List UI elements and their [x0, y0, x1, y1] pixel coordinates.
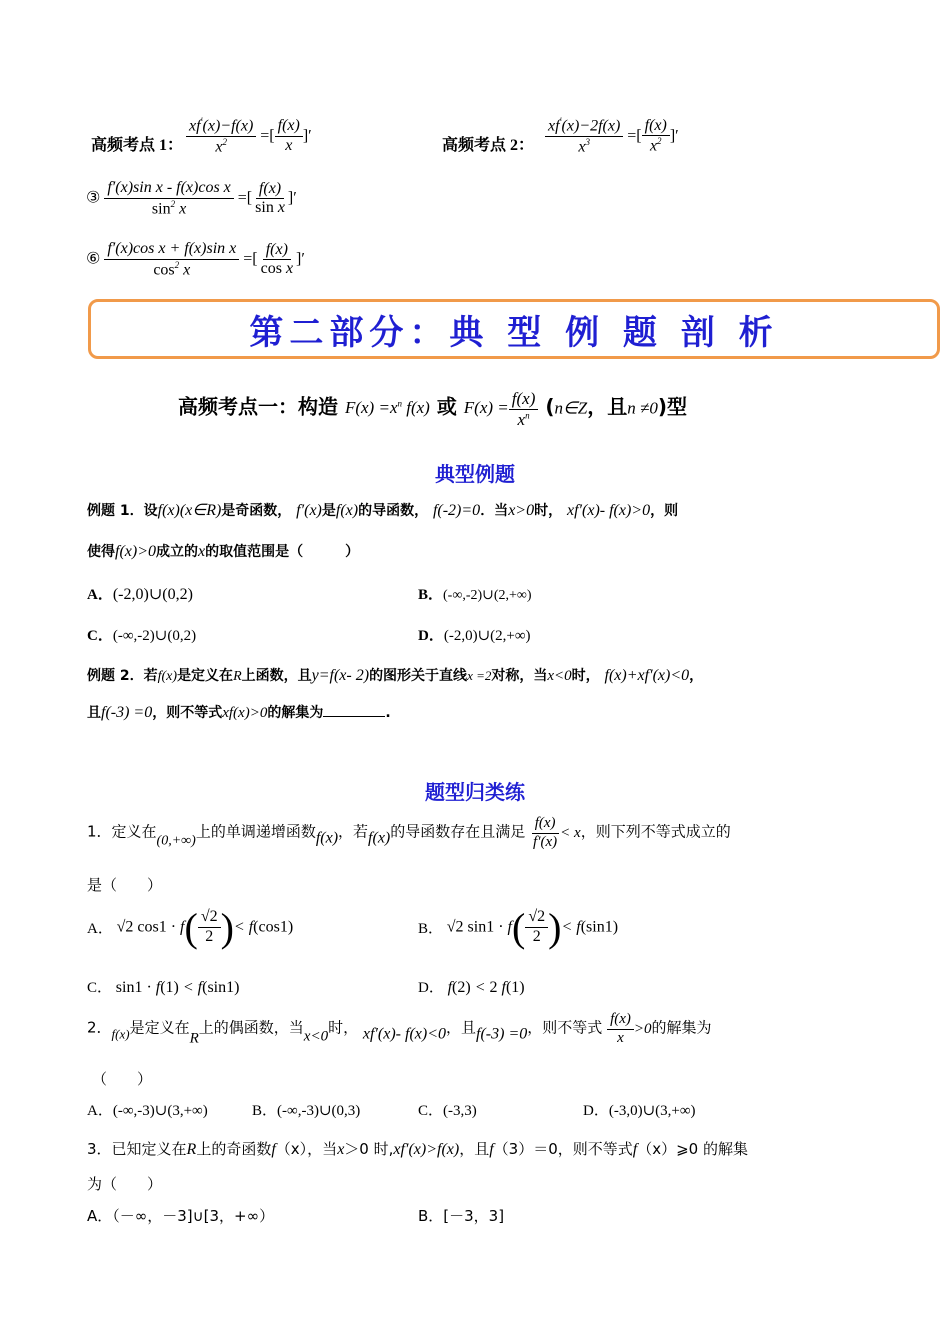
- opt-label: C．: [418, 1103, 444, 1119]
- p1-t0: 1．定义在: [87, 822, 157, 841]
- ex1-t6: ，则: [650, 503, 679, 519]
- ex2-t3: 的图形关于直线: [369, 668, 468, 684]
- banner-title: 第二部分：典 型 例 题 剖 析: [249, 312, 779, 353]
- heading-open: (: [545, 394, 555, 419]
- p1-option-a[interactable]: A． √2 cos1 · f( $\frac{√2}{2}$ )< f(cos1): [87, 905, 294, 950]
- formula-key-point-1: $\frac{xf'(x)-f(x)}{x^2}$ =[ $\frac{f(x)}{x}$ ]′: [186, 117, 312, 156]
- practice-2-line-1: 2．f(x)是定义在R上的偶函数，当x<0时， xf′(x)- f(x)<0，且f(-3) =0，则不等式 $\frac{f(x)}{x}$ >0的解集为: [87, 1011, 712, 1047]
- opt-label: D．: [418, 628, 444, 644]
- opt-label: C．: [87, 628, 113, 644]
- p2-option-b[interactable]: [252, 1099, 360, 1120]
- ex1-t1: 是奇函数，: [221, 503, 292, 519]
- ex2-l2-mid: ，则不等式: [152, 705, 223, 721]
- p3-f: （3）＝0，则不等式: [493, 1140, 633, 1158]
- p2-t5: ，则不等式: [527, 1018, 603, 1037]
- p2-t2: 上的偶函数，当: [198, 1018, 304, 1037]
- ex1-t2: 是: [321, 503, 336, 519]
- example-1-line-1: 例题 1．设f(x)(x∈R)是奇函数， f′(x)是f(x)的导函数， f(-2)=0．当x>0时， xf′(x)- f(x)>0，则: [87, 502, 679, 519]
- ex1-option-c[interactable]: [87, 624, 196, 645]
- example-2-line-1: 例题 2．若f(x)是定义在R上函数，且y=f(x- 2)的图形关于直线x =2对称，当x<0时， f(x)+xf′(x)<0，: [87, 667, 704, 684]
- p2-t0: 2．: [87, 1018, 112, 1037]
- heading-pre: 高频考点一：构造: [178, 394, 338, 419]
- p3-e: ，且: [459, 1140, 490, 1158]
- example-1-line-2: 使得f(x)>0成立的x的取值范围是（ ）: [87, 543, 360, 560]
- p2-t4: ，且: [446, 1018, 477, 1037]
- opt-label: C．: [87, 980, 113, 996]
- ex1-l2-post: 的取值范围是（ ）: [205, 544, 360, 560]
- p1-option-c[interactable]: C． sin1 · f(1) < f(sin1): [87, 979, 240, 996]
- answer-blank: [323, 702, 385, 717]
- opt-label: B．: [252, 1103, 278, 1119]
- key-point-1-label: 高频考点 1：: [91, 137, 184, 154]
- p1-t1: 上的单调递增函数: [195, 822, 316, 841]
- p1-t2: ，若: [338, 822, 369, 841]
- p3-g: （x）⩾0 的解集: [637, 1140, 748, 1158]
- p2-option-d[interactable]: [583, 1099, 696, 1120]
- heading-or: 或: [436, 394, 457, 419]
- formula-6: ⑥ $\frac{\text{f′(x)cos x + f(x)sin x}}{\cos^2 x}$ =[ $\frac{f(x)}{\text{cos x}}$ ]′: [86, 240, 305, 279]
- opt-value: (-∞,-3)∪(3,+∞): [112, 1103, 208, 1119]
- practice-1-line-1: 1．定义在(0,+∞)上的单调递增函数f(x)，若f(x)的导函数存在且满足 $\frac{f(x)}{f'(x)}$ < x，则下列不等式成立的: [87, 815, 731, 850]
- formula-key-point-2: $\frac{xf'(x)-2f(x)}{x^3}$ =[ $\frac{f(x)}{x^2}$ ]′: [545, 117, 679, 156]
- opt-value: (-3,3): [443, 1103, 477, 1119]
- opt-label: B．: [418, 921, 444, 937]
- ex2-t5: 时，: [571, 668, 600, 684]
- ex2-end: .: [385, 705, 391, 721]
- section-banner: [88, 299, 940, 359]
- ex2-l2-pre: 且: [87, 705, 101, 721]
- ex1-t3: 的导函数，: [358, 503, 429, 519]
- p1-option-b[interactable]: B． √2 sin1 · f( $\frac{√2}{2}$ )< f(sin1): [418, 905, 619, 950]
- ex2-l2-post: 的解集为: [267, 705, 324, 721]
- practice-2-line-2: （ ）: [92, 1070, 153, 1088]
- opt-label: A．: [87, 1103, 113, 1119]
- practice-3-line-1: 3．已知定义在R上的奇函数f（x），当x＞0 时,xf′(x)>f(x)，且f（3）＝0，则不等式f（x）⩾0 的解集: [87, 1140, 748, 1158]
- ex1-l2-pre: 使得: [87, 544, 115, 560]
- opt-label: D．: [583, 1103, 609, 1119]
- key-point-2-label: 高频考点 2：: [442, 137, 535, 154]
- ex1-t4: ．当: [480, 503, 509, 519]
- opt-label: B．: [418, 587, 444, 603]
- example-2-line-2: 且f(-3) =0，则不等式xf(x)>0的解集为 .: [87, 704, 391, 721]
- p3-a: 3．已知定义在: [87, 1140, 187, 1158]
- ex2-t4: 对称，当: [491, 668, 548, 684]
- ex2-t1: 是定义在: [177, 668, 234, 684]
- opt-value: (-∞,-2)∪(0,2): [112, 628, 197, 644]
- practice-1-line-2: 是（ ）: [87, 876, 163, 894]
- heading-type: )型: [657, 394, 687, 419]
- practice-title: 题型归类练: [425, 780, 525, 804]
- formula-3: ③ $\frac{\text{f′(x)sin x - f(x)cos x}}{\sin^2 x}$ =[ $\frac{f(x)}{\text{sin x}}$ ]′: [86, 179, 297, 218]
- p1-t4: ，则下列不等式成立的: [580, 822, 731, 841]
- opt-label: D．: [418, 980, 444, 996]
- opt-value: (-2,0)∪(2,+∞): [443, 628, 531, 644]
- opt-value: (-∞,-3)∪(0,3): [277, 1103, 361, 1119]
- p1-option-d[interactable]: D． f(2) < 2 f(1): [418, 979, 525, 996]
- ex1-option-b[interactable]: [418, 583, 532, 604]
- opt-label: A．: [87, 921, 113, 937]
- heading-and: ，且: [587, 394, 628, 419]
- p3-option-b[interactable]: B．[－3，3]: [418, 1207, 505, 1225]
- p2-option-c[interactable]: [418, 1099, 477, 1120]
- circled-3: ③: [86, 187, 101, 207]
- typical-examples-title: 典型例题: [435, 462, 515, 486]
- p2-t1: 是定义在: [129, 1018, 190, 1037]
- opt-label: A．: [87, 587, 113, 603]
- p2-option-a[interactable]: [87, 1099, 208, 1120]
- p3-option-a[interactable]: A．（－∞，－3]∪[3，+∞）: [87, 1207, 275, 1225]
- ex1-option-d[interactable]: [418, 624, 531, 645]
- ex1-label: 例题 1．设: [87, 503, 158, 519]
- practice-3-line-2: 为（ ）: [87, 1175, 163, 1193]
- opt-value: (-∞,-2)∪(2,+∞): [443, 588, 532, 603]
- p2-t3: 时，: [328, 1018, 359, 1037]
- opt-value: (-2,0)∪(0,2): [112, 586, 193, 603]
- p2-t6: 的解集为: [651, 1018, 712, 1037]
- ex2-label: 例题 2．若: [87, 668, 158, 684]
- ex1-option-a[interactable]: [87, 583, 193, 604]
- ex1-t5: 时，: [534, 503, 563, 519]
- p3-c: （x），当: [275, 1140, 338, 1158]
- p3-b: 上的奇函数: [196, 1140, 272, 1158]
- circled-6: ⑥: [86, 248, 101, 268]
- ex2-t6: ，: [689, 668, 704, 684]
- opt-value: (-3,0)∪(3,+∞): [608, 1103, 696, 1119]
- point-1-heading: 高频考点一：构造 $F(x) =x^n$ f(x) 或 F(x) = $\frac{f(x)}{x^n}$ (n∈Z，且n ≠0)型: [178, 389, 687, 429]
- p3-d: ＞0 时,: [344, 1140, 394, 1158]
- p1-t3: 的导函数存在且满足: [390, 822, 526, 841]
- ex2-t2: 上函数，且: [241, 668, 312, 684]
- ex1-l2-mid: 成立的: [156, 544, 198, 560]
